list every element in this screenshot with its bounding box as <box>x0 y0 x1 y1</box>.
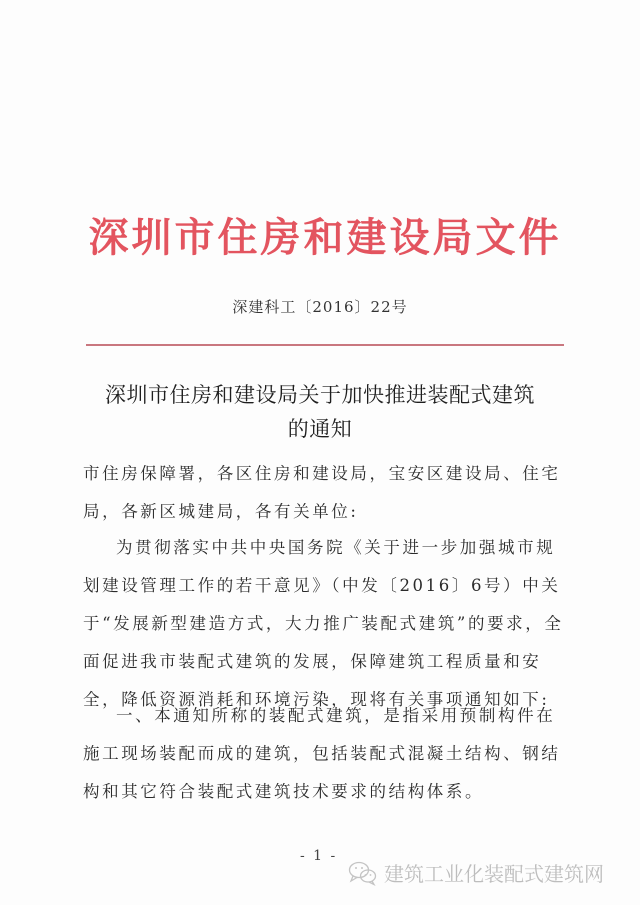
document-number: 深建科工〔2016〕22号 <box>232 298 408 316</box>
page-number: - 1 - <box>300 848 338 864</box>
issuer-header: 深圳市住房和建设局文件 <box>88 215 562 261</box>
paragraph-text: 为贯彻落实中共中央国务院《关于进一步加强城市规划建设管理工作的若干意见》（中发〔2016〕6号）中关于“发展新型建造方式，大力推广装配式建筑”的要求，全面促进我市装配式建筑的发展，保障建筑工程质量和安全，降低资源消耗和环境污染，现将有关事项通知如下: <box>83 538 564 709</box>
red-divider <box>86 344 564 346</box>
watermark <box>348 858 604 887</box>
title-line-2: 的通知 <box>287 417 353 441</box>
paragraph-item-1 <box>83 697 573 811</box>
addressee <box>83 455 573 531</box>
wechat-icon <box>348 860 378 886</box>
paragraph-intro <box>83 529 573 719</box>
watermark-text: 建筑工业化装配式建筑网 <box>384 862 604 886</box>
paragraph-text: 一、本通知所称的装配式建筑，是指采用预制构件在施工现场装配而成的建筑，包括装配式混凝土结构、钢结构和其它符合装配式建筑技术要求的结构体系。 <box>83 706 561 801</box>
title-line-1: 深圳市住房和建设局关于加快推进装配式建筑 <box>105 383 535 407</box>
addressee-text: 市住房保障署，各区住房和建设局，宝安区建设局、住宅局，各新区城建局，各有关单位: <box>83 464 561 521</box>
document-title <box>70 378 570 446</box>
